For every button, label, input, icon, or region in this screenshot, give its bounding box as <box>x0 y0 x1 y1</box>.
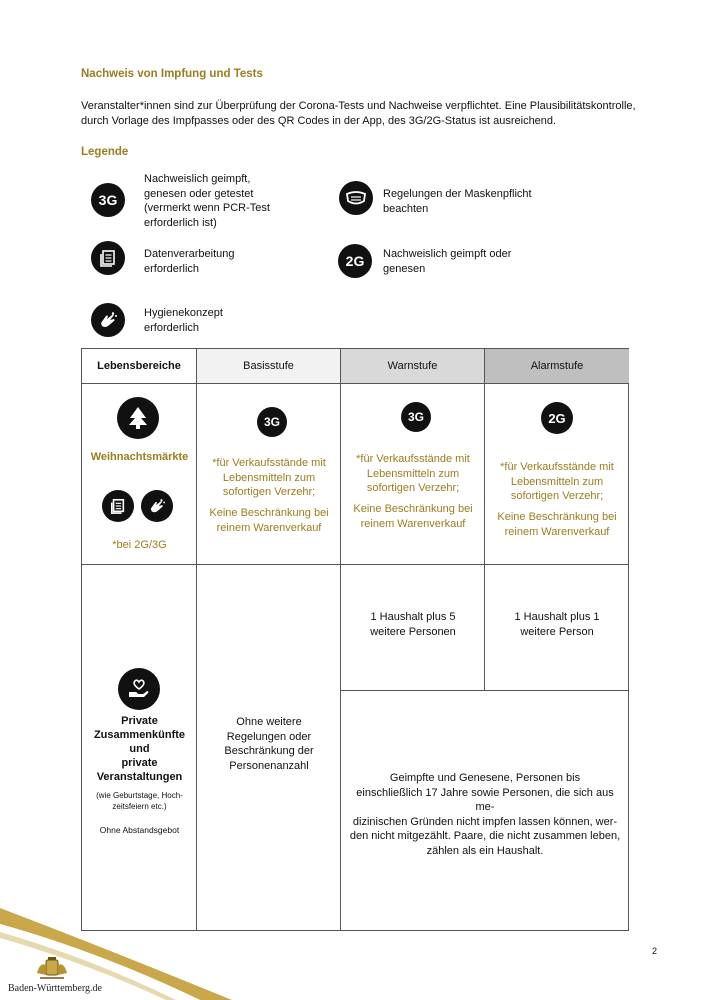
document-icon <box>102 490 134 522</box>
mask-icon <box>339 181 373 215</box>
2g-icon: 2G <box>338 244 372 278</box>
row-label-private: Private Zusammenkünfte und private Veranstaltungen <box>93 715 186 783</box>
header-alarmstufe: Alarmstufe <box>485 349 629 384</box>
section-heading: Nachweis von Impfung und Tests <box>81 68 263 80</box>
row-note-abstand: Ohne Abstandsgebot <box>99 825 180 835</box>
legend-text-hygiene: Hygienekonzept erforderlich <box>144 307 223 334</box>
tree-icon <box>117 397 159 439</box>
header-lebensbereiche: Lebensbereiche <box>82 349 197 384</box>
cell-text-geimpfte-genesene: Geimpfte und Genesene, Personen bis einschließlich 17 Jahre sowie Personen, die sich aus me- dizinischen Gründen nicht impfen lassen können, wer- den nicht mitgezählt. Paare, die nicht zusammen leben, zählen als ein Haushalt. <box>349 772 621 857</box>
page-number: 2 <box>652 946 658 956</box>
cell-text-ohne-regelungen: Ohne weitere Regelungen oder Beschränkung der Personenanzahl <box>224 716 314 772</box>
cell-text-haushalt-1: 1 Haushalt plus 1 weitere Person <box>514 611 600 638</box>
rules-table <box>81 348 629 931</box>
cell-text-haushalt-5: 1 Haushalt plus 5 weitere Personen <box>370 611 456 638</box>
hygiene-icon <box>141 490 173 522</box>
cell-text-verkauf: *für Verkaufsstände mit Lebensmitteln zum sofortigen Verzehr; <box>356 453 470 494</box>
heart-hand-icon <box>118 668 160 710</box>
header-warnstufe: Warnstufe <box>341 349 485 384</box>
header-basisstufe: Basisstufe <box>197 349 341 384</box>
cell-text-warenverkauf: Keine Beschränkung bei reinem Warenverkauf <box>497 511 617 538</box>
cell-private-merged <box>341 691 629 931</box>
legend-text-mask: Regelungen der Maskenpflicht beachten <box>383 188 532 215</box>
cell-private-alarm <box>485 565 629 691</box>
cell-private-warn <box>341 565 485 691</box>
intro-paragraph: Veranstalter*innen sind zur Überprüfung der Corona-Tests und Nachweise verpflichtet. Eine Plausibilitätskontrolle, durch Vorlage des Impfpasses oder des QR Codes in der App, des 3G/2G-Status ist ausreichend. <box>81 100 636 127</box>
row-sub-examples: (wie Geburtstage, Hoch- zeitsfeiern etc.) <box>96 791 183 811</box>
cell-weihnacht-warn <box>341 384 485 565</box>
row-private-label <box>82 565 197 931</box>
legend-text-data: Datenverarbeitung erforderlich <box>144 248 235 275</box>
3g-icon: 3G <box>91 183 125 217</box>
legend-text-3g: Nachweislich geimpft, genesen oder getestet (vermerkt wenn PCR-Test erforderlich ist) <box>144 173 270 229</box>
coat-of-arms-icon <box>34 957 70 981</box>
legend-text-2g: Nachweislich geimpft oder genesen <box>383 248 512 275</box>
footer-swoosh <box>0 880 240 1000</box>
cell-text-verkauf: *für Verkaufsstände mit Lebensmitteln zum sofortigen Verzehr; <box>212 457 326 498</box>
cell-weihnacht-alarm <box>485 384 629 565</box>
row-label-weihnachtsmaerkte: Weihnachtsmärkte <box>90 451 189 463</box>
row-note-2g3g: *bei 2G/3G <box>112 539 167 551</box>
cell-text-warenverkauf: Keine Beschränkung bei reinem Warenverkauf <box>353 503 473 530</box>
3g-icon: 3G <box>401 402 431 432</box>
cell-text-warenverkauf: Keine Beschränkung bei reinem Warenverkauf <box>209 507 329 534</box>
hygiene-icon <box>91 303 125 337</box>
cell-private-basis <box>197 565 341 931</box>
3g-icon: 3G <box>257 407 287 437</box>
cell-weihnacht-basis <box>197 384 341 565</box>
document-icon <box>91 241 125 275</box>
2g-icon: 2G <box>541 402 573 434</box>
legend-heading: Legende <box>81 146 129 158</box>
brand-logo-text: Baden-Württemberg.de <box>8 983 102 994</box>
cell-text-verkauf: *für Verkaufsstände mit Lebensmitteln zum sofortigen Verzehr; <box>500 461 614 502</box>
row-weihnachtsmaerkte-label <box>82 384 197 565</box>
